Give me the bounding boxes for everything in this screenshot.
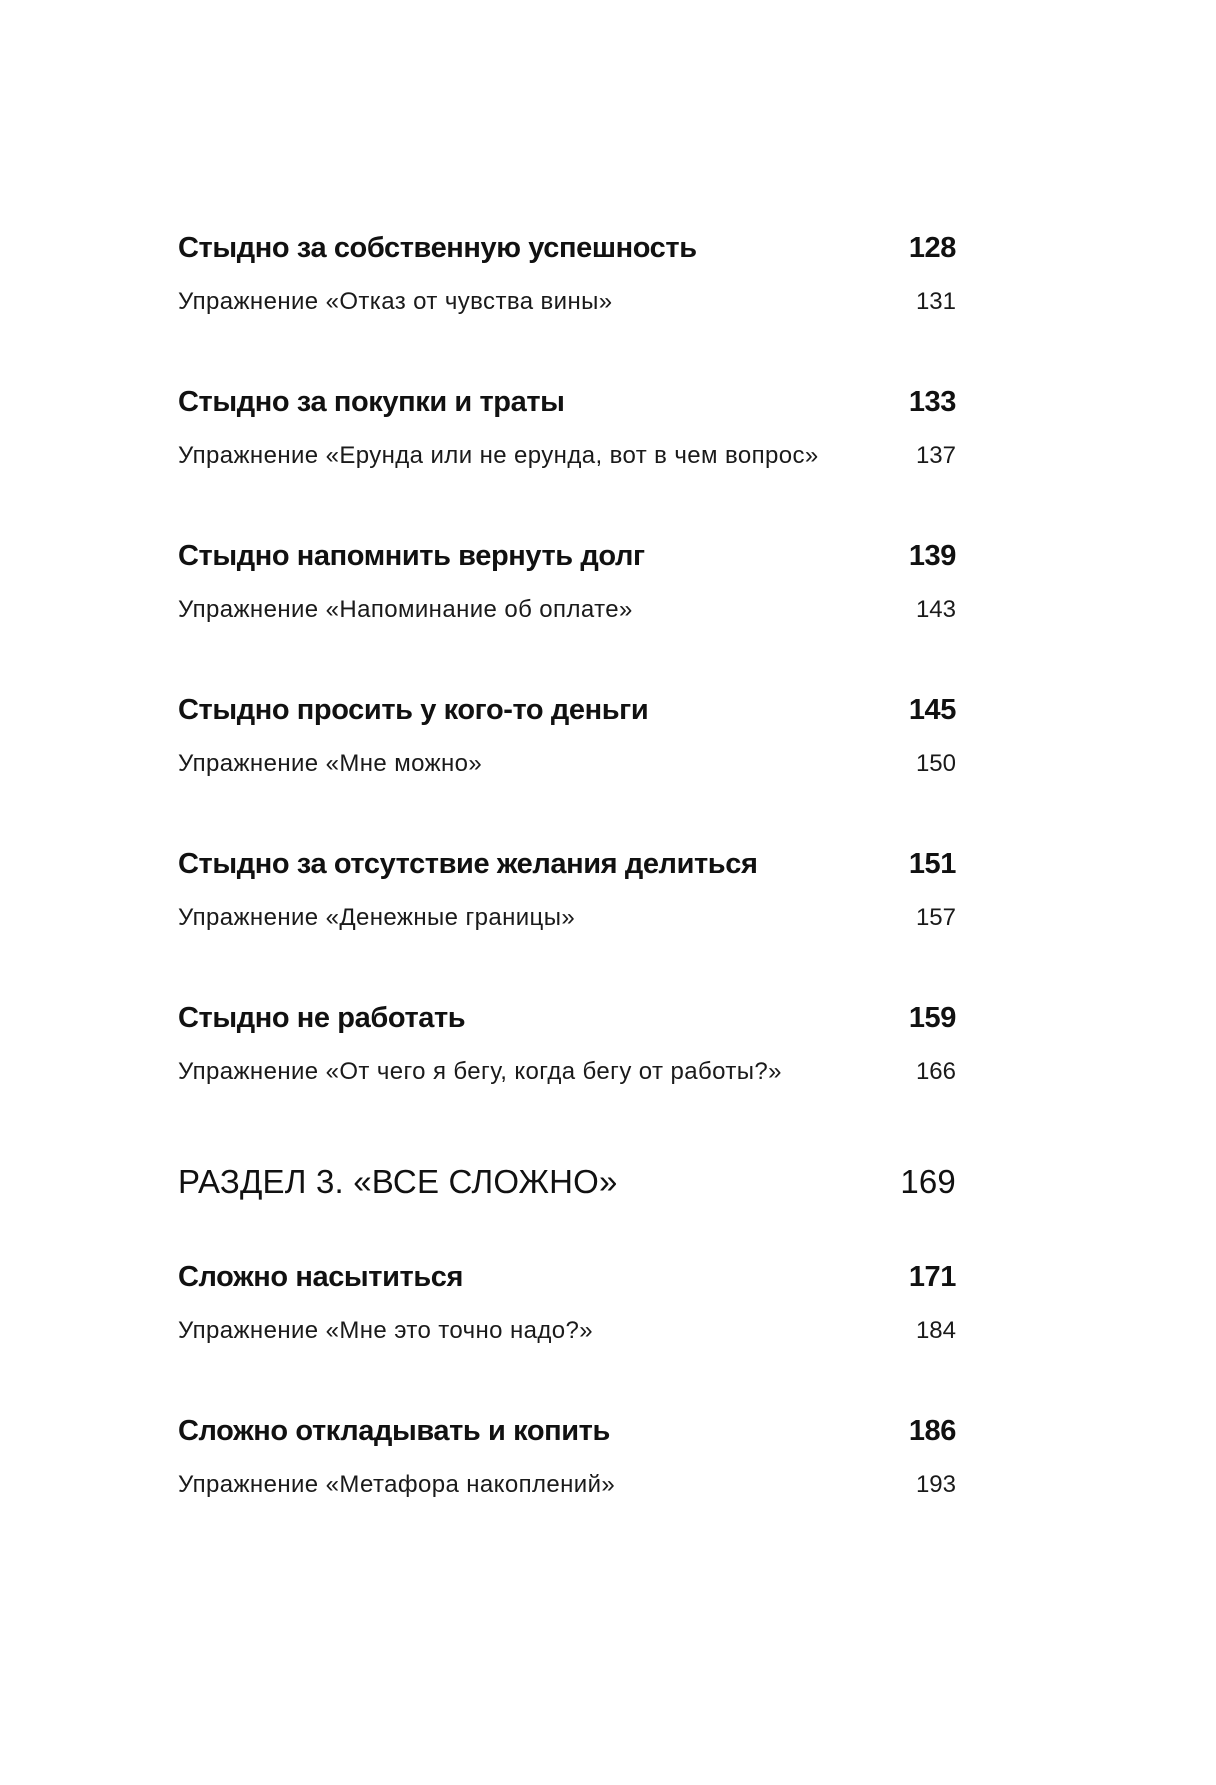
toc-page-number: 137 <box>915 442 956 469</box>
toc-section <box>178 1160 956 1204</box>
toc-page-number: 128 <box>908 232 956 264</box>
toc-page-number: 186 <box>908 1415 956 1447</box>
toc-exercise-title: Упражнение «Отказ от чувства вины» <box>178 288 613 315</box>
toc-chapter-title: Стыдно за покупки и траты <box>178 386 565 418</box>
toc-chapter-title: Стыдно просить у кого-то деньги <box>178 694 649 726</box>
toc-page-number: 145 <box>908 694 956 726</box>
toc-exercise-title: Упражнение «Метафора накоплений» <box>178 1471 616 1498</box>
toc-chapter-title: Стыдно напомнить вернуть долг <box>178 540 645 572</box>
toc-exercise <box>178 901 956 935</box>
toc-page-number: 151 <box>908 848 956 880</box>
toc-chapter-title: Сложно откладывать и копить <box>178 1415 610 1447</box>
toc-page-number: 193 <box>915 1471 956 1498</box>
toc-chapter <box>178 690 956 730</box>
toc-chapter-title: Стыдно за отсутствие желания делиться <box>178 848 758 880</box>
toc-page-number: 150 <box>915 750 956 777</box>
toc-page-number: 139 <box>908 540 956 572</box>
toc-chapter-title: Стыдно за собственную успешность <box>178 232 697 264</box>
toc-page-number: 131 <box>915 288 956 315</box>
toc-page-number: 166 <box>915 1058 956 1085</box>
toc-exercise <box>178 439 956 473</box>
toc-chapter <box>178 1257 956 1297</box>
toc-chapter-title: Сложно насытиться <box>178 1261 464 1293</box>
toc-exercise <box>178 1055 956 1089</box>
toc-page-number: 159 <box>908 1002 956 1034</box>
toc-chapter <box>178 536 956 576</box>
toc-chapter <box>178 1411 956 1451</box>
toc-exercise <box>178 747 956 781</box>
table-of-contents <box>178 0 956 1785</box>
toc-exercise-title: Упражнение «От чего я бегу, когда бегу от работы?» <box>178 1058 782 1085</box>
toc-page-number: 143 <box>915 596 956 623</box>
toc-page-number: 133 <box>908 386 956 418</box>
toc-exercise-title: Упражнение «Мне можно» <box>178 750 483 777</box>
toc-exercise-title: Упражнение «Денежные границы» <box>178 904 576 931</box>
toc-exercise-title: Упражнение «Напоминание об оплате» <box>178 596 633 623</box>
toc-page-number: 171 <box>908 1261 956 1293</box>
toc-section-title: РАЗДЕЛ 3. «ВСЕ СЛОЖНО» <box>178 1163 618 1200</box>
toc-exercise <box>178 1468 956 1502</box>
toc-page-number: 184 <box>915 1317 956 1344</box>
toc-chapter <box>178 844 956 884</box>
toc-chapter <box>178 998 956 1038</box>
toc-exercise <box>178 593 956 627</box>
toc-page-number: 157 <box>915 904 956 931</box>
toc-chapter-title: Стыдно не работать <box>178 1002 466 1034</box>
toc-page-number: 169 <box>900 1163 956 1200</box>
toc-exercise <box>178 1314 956 1348</box>
toc-chapter <box>178 228 956 268</box>
toc-exercise <box>178 285 956 319</box>
toc-chapter <box>178 382 956 422</box>
toc-exercise-title: Упражнение «Ерунда или не ерунда, вот в чем вопрос» <box>178 442 819 469</box>
toc-exercise-title: Упражнение «Мне это точно надо?» <box>178 1317 594 1344</box>
